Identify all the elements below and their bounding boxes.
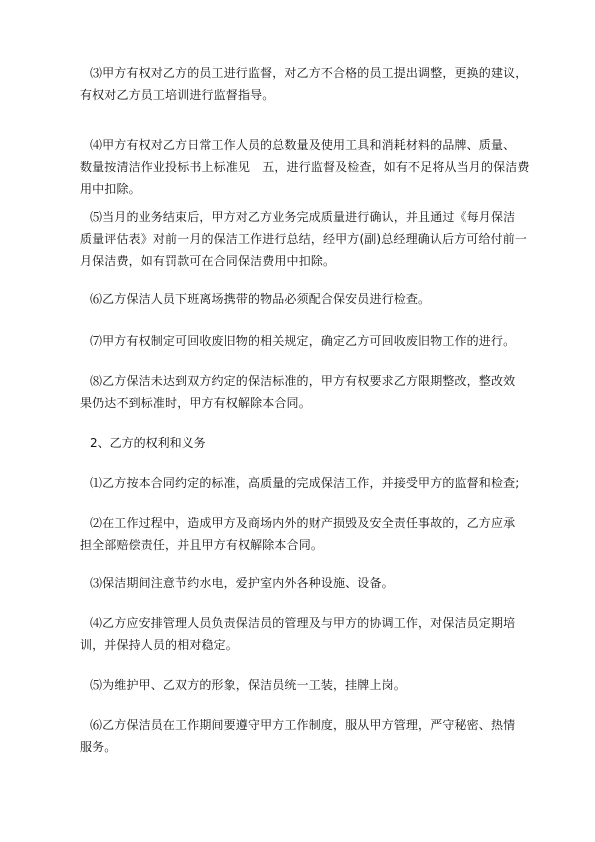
paragraph-line: ⑸当月的业务结束后，甲方对乙方业务完成质量进行确认，并且通过《每月保洁: [90, 210, 516, 224]
paragraph-line: ⑻乙方保洁未达到双方约定的保洁标准的，甲方有权要求乙方限期整改，整改效: [90, 374, 516, 388]
paragraph-line: ⑹乙方保洁人员下班离场携带的物品必须配合保安员进行检查。: [90, 292, 431, 306]
paragraph-line: 数量按清洁作业投标书上标准见 五，进行监督及检查，如有不足将从当月的保洁费: [80, 160, 530, 174]
paragraph-b6: [80, 714, 540, 758]
paragraph-line: 服务。: [80, 740, 117, 754]
paragraph-a8: [80, 370, 540, 414]
paragraph-line: ⑷甲方有权对乙方日常工作人员的总数量及使用工具和消耗材料的品牌、质量、: [90, 138, 516, 152]
paragraph-line: ⑹乙方保洁员在工作期间要遵守甲方工作制度，服从甲方管理，严守秘密、热情: [90, 718, 516, 732]
paragraph-line: ⑶甲方有权对乙方的员工进行监督，对乙方不合格的员工提出调整，更换的建议，: [90, 66, 528, 80]
paragraph-line: ⑸为维护甲、乙双方的形象，保洁员统一工装，挂牌上岗。: [90, 678, 406, 692]
paragraph-a3: [80, 62, 540, 106]
paragraph-b4: [80, 612, 540, 656]
paragraph-line: ⑷乙方应安排管理人员负责保洁员的管理及与甲方的协调工作，对保洁员定期培: [90, 616, 516, 630]
paragraph-line: 月保洁费，如有罚款可在合同保洁费用中扣除。: [80, 254, 336, 268]
paragraph-b3: [80, 572, 540, 594]
paragraph-line: ⑴乙方按本合同约定的标准，高质量的完成保洁工作，并接受甲方的监督和检查;: [90, 476, 520, 490]
section-heading: 2、乙方的权利和义务: [90, 436, 206, 450]
paragraph-a4: [80, 134, 540, 200]
paragraph-a6: [80, 288, 540, 310]
paragraph-line: 用中扣除。: [80, 182, 141, 196]
paragraph-a5: [80, 206, 540, 272]
paragraph-line: 担全部赔偿责任，并且甲方有权解除本合同。: [80, 538, 324, 552]
paragraph-line: 训，并保持人员的相对稳定。: [80, 638, 238, 652]
paragraph-a7: [80, 330, 540, 352]
paragraph-b5: [80, 674, 540, 696]
paragraph-b2: [80, 512, 540, 556]
paragraph-line: ⑶保洁期间注意节约水电，爱护室内外各种设施、设备。: [90, 576, 394, 590]
paragraph-line: 有权对乙方员工培训进行监督指导。: [80, 88, 275, 102]
paragraph-line: ⑺甲方有权制定可回收废旧物的相关规定，确定乙方可回收废旧物工作的进行。: [90, 334, 516, 348]
paragraph-line: 质量评估表》对前一月的保洁工作进行总结，经甲方(副)总经理确认后方可给付前一: [80, 232, 528, 246]
paragraph-line: ⑵在工作过程中，造成甲方及商场内外的财产损毁及安全责任事故的，乙方应承: [90, 516, 516, 530]
paragraph-b1: [80, 472, 540, 494]
paragraph-line: 果仍达不到标准时，甲方有权解除本合同。: [80, 396, 311, 410]
